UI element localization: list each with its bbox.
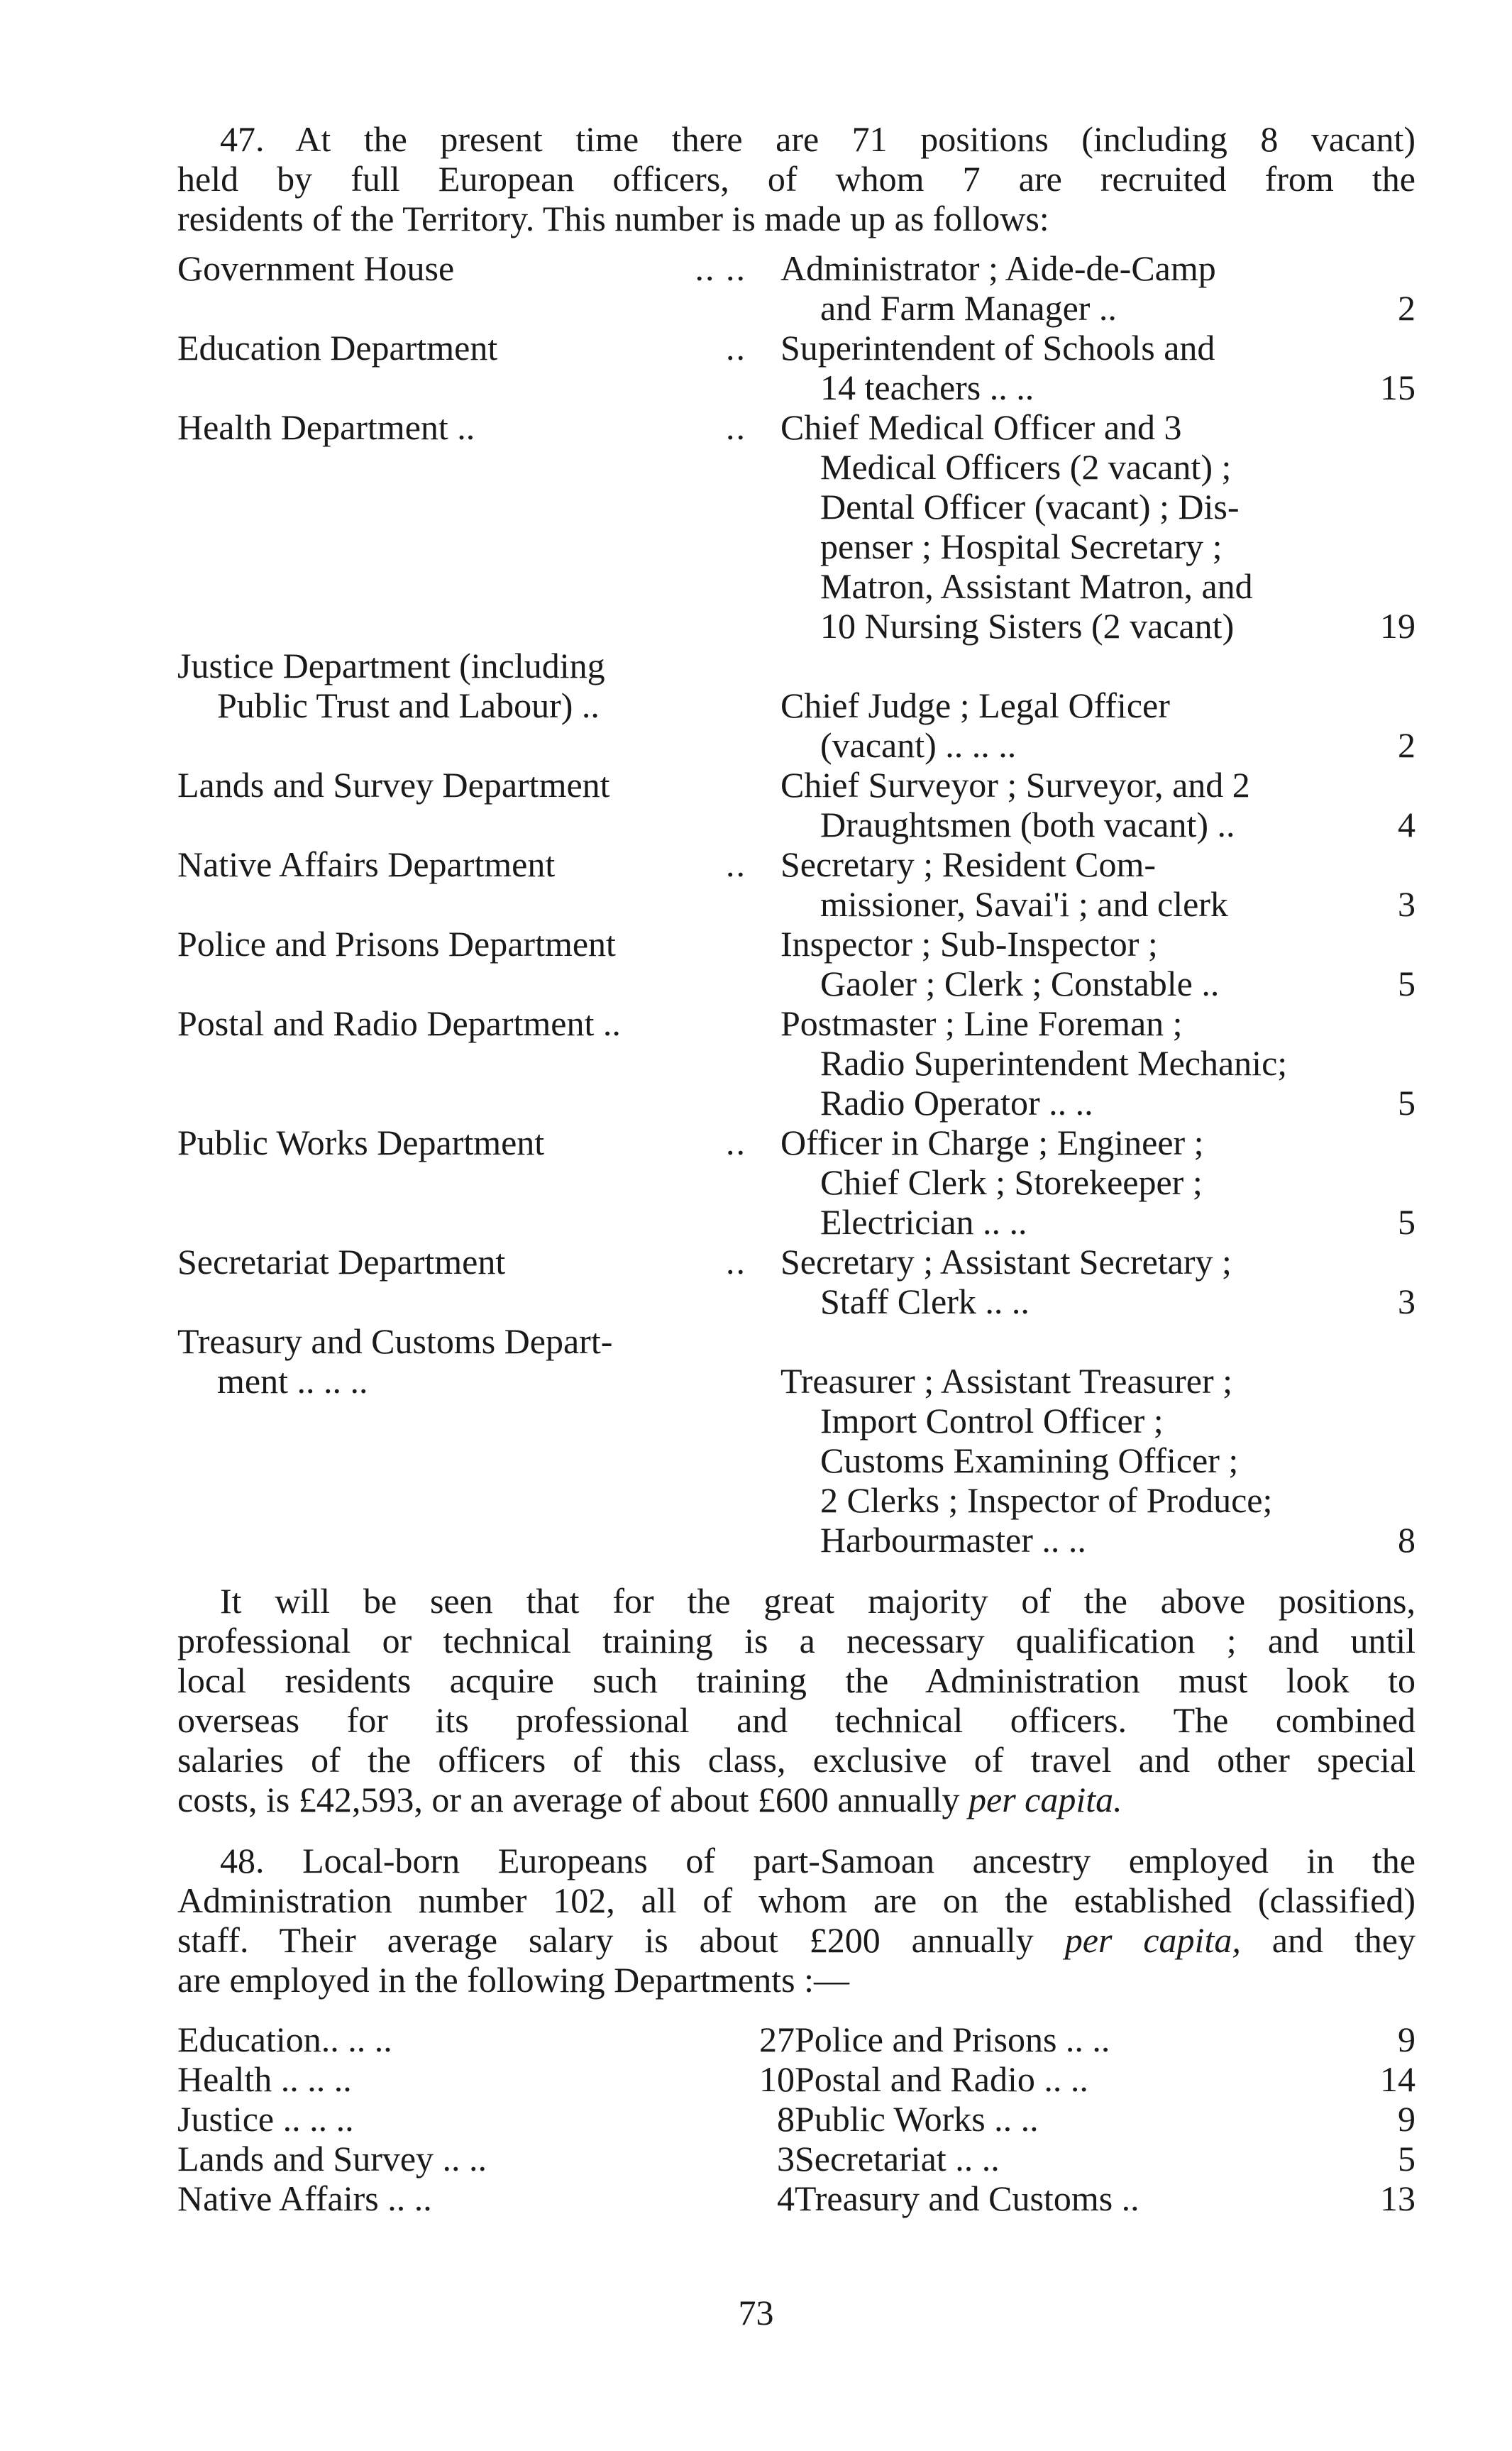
position-line: Customs Examining Officer ; [820,1441,1239,1480]
positions-list [780,844,1341,924]
position-line: missioner, Savai'i ; and clerk [820,884,1228,924]
department-label-continued: Public Trust and Labour) .. [217,685,600,725]
position-count: 19 [1380,606,1416,646]
position-line: 10 Nursing Sisters (2 vacant) [820,606,1235,646]
position-count: 8 [1398,1520,1416,1560]
department-name [177,765,780,844]
italic-text: per capita. [969,1780,1122,1819]
staff-row [177,328,1416,407]
leader-dots: .. [726,328,746,368]
paragraph-line: 48. Local-born Europeans of part-Samoan ancestry employed in the [220,1841,1416,1880]
staff-row [177,765,1416,844]
department-label: Postal and Radio .. .. [795,2059,1088,2099]
staff-row [177,407,1416,646]
distribution-left-column [177,2020,795,2218]
department-name [177,328,780,407]
department-label: Education Department [177,328,498,368]
department-label: Secretariat .. .. [795,2139,1000,2179]
position-count: 5 [1398,1202,1416,1242]
distribution-item [795,2020,1416,2059]
position-line: Import Control Officer ; [820,1401,1164,1441]
department-name [177,844,780,924]
text-run: costs, is £42,593, or an average of about £600 annually [177,1780,969,1819]
position-line: Inspector ; Sub-Inspector ; [780,924,1158,964]
staff-table [177,248,1416,1560]
positions-list [780,1123,1341,1242]
positions-list [780,1242,1341,1321]
staff-row [177,1242,1416,1321]
position-count: 2 [1398,288,1416,328]
employee-count: 14 [1380,2059,1416,2099]
department-label: Secretariat Department [177,1242,506,1282]
position-line: Treasurer ; Assistant Treasurer ; [780,1361,1233,1401]
employee-count: 10 [759,2059,795,2099]
position-count: 5 [1398,964,1416,1003]
positions-list [780,328,1341,407]
position-line: penser ; Hospital Secretary ; [820,527,1223,566]
position-line: Postmaster ; Line Foreman ; [780,1003,1183,1043]
department-distribution [177,2020,1416,2218]
distribution-item [177,2179,795,2218]
paragraph-line [177,1780,1416,1819]
leader-dots: .. [726,1242,746,1282]
department-label: Lands and Survey Department [177,765,610,805]
position-line: Staff Clerk .. .. [820,1282,1030,1321]
distribution-item [177,2139,795,2179]
position-count: 3 [1398,884,1416,924]
text-run: staff. Their average salary is about £200 annually [177,1920,1065,1960]
employee-count: 9 [1398,2020,1416,2059]
distribution-item [795,2139,1416,2179]
page-number: 73 [738,2293,774,2332]
positions-list [780,1321,1341,1560]
position-line: Medical Officers (2 vacant) ; [820,447,1232,487]
department-label: Native Affairs .. .. [177,2179,432,2218]
department-label: Police and Prisons .. .. [795,2020,1110,2059]
department-label: Justice Department (including [177,646,605,685]
paragraph-line: are employed in the following Departments :— [177,1960,849,2000]
paragraph-line: salaries of the officers of this class, exclusive of travel and other special [177,1740,1416,1780]
distribution-right-column [795,2020,1416,2218]
paragraph-line: overseas for its professional and technical officers. The combined [177,1700,1416,1740]
department-label: Health Department .. [177,407,475,447]
position-line: Administrator ; Aide-de-Camp [780,248,1216,288]
position-line: Matron, Assistant Matron, and [820,566,1253,606]
employee-count: 3 [777,2139,795,2179]
position-line: Officer in Charge ; Engineer ; [780,1123,1204,1162]
position-count: 5 [1398,1083,1416,1123]
text-run: and they [1240,1920,1416,1960]
leader-dots: .. .. [695,248,746,288]
department-label: Public Works .. .. [795,2099,1039,2139]
distribution-item [795,2099,1416,2139]
department-name [177,1003,780,1123]
staff-row [177,1123,1416,1242]
page-body [177,119,1416,2218]
department-name [177,1321,780,1560]
employee-count: 13 [1380,2179,1416,2218]
position-line: and Farm Manager .. [820,288,1117,328]
position-line: Radio Superintendent Mechanic; [820,1043,1288,1083]
positions-list [780,1003,1341,1123]
staff-row [177,844,1416,924]
department-label: Education.. .. .. [177,2020,392,2059]
positions-list [780,407,1341,646]
position-count: 3 [1398,1282,1416,1321]
positions-list [780,924,1341,1003]
department-label-continued: ment .. .. .. [217,1361,368,1401]
leader-dots: .. [726,844,746,884]
distribution-item [177,2099,795,2139]
paragraph-47 [177,119,1416,238]
department-label: Treasury and Customs .. [795,2179,1139,2218]
position-line: Superintendent of Schools and [780,328,1215,368]
paragraph-line: residents of the Territory. This number is made up as follows: [177,199,1049,238]
department-label: Police and Prisons Department [177,924,616,964]
paragraph-line: Administration number 102, all of whom are on the established (classified) [177,1880,1416,1920]
positions-list [780,248,1341,328]
department-name [177,407,780,646]
distribution-item [177,2059,795,2099]
position-line: Dental Officer (vacant) ; Dis- [820,487,1240,527]
distribution-item [795,2059,1416,2099]
position-line: 14 teachers .. .. [820,368,1034,407]
position-line: Secretary ; Assistant Secretary ; [780,1242,1232,1282]
department-name [177,1123,780,1242]
leader-dots: .. [726,1123,746,1162]
leader-dots: .. [726,407,746,447]
position-line: 2 Clerks ; Inspector of Produce; [820,1480,1273,1520]
position-count: 2 [1398,725,1416,765]
department-label: Lands and Survey .. .. [177,2139,487,2179]
position-count: 15 [1380,368,1416,407]
employee-count: 9 [1398,2099,1416,2139]
position-line: Chief Medical Officer and 3 [780,407,1182,447]
positions-list [780,646,1341,765]
position-line: Harbourmaster .. .. [820,1520,1086,1560]
position-line: Draughtsmen (both vacant) .. [820,805,1235,844]
paragraph-line: local residents acquire such training the Administration must look to [177,1660,1416,1700]
department-label: Public Works Department [177,1123,545,1162]
italic-text: per capita, [1064,1920,1241,1960]
department-name [177,924,780,1003]
position-line: Chief Clerk ; Storekeeper ; [820,1162,1203,1202]
paragraph-line: held by full European officers, of whom 7 are recruited from the [177,159,1416,199]
paragraph-48 [177,1841,1416,2000]
department-label: Treasury and Customs Depart- [177,1321,613,1361]
position-line: Electrician .. .. [820,1202,1027,1242]
staff-row [177,1003,1416,1123]
staff-row [177,248,1416,328]
staff-row [177,924,1416,1003]
employee-count: 4 [777,2179,795,2218]
department-name [177,1242,780,1321]
department-label: Justice .. .. .. [177,2099,354,2139]
paragraph-seen [177,1581,1416,1819]
department-label: Government House [177,248,455,288]
paragraph-line: It will be seen that for the great majority of the above positions, [220,1581,1416,1621]
department-label: Native Affairs Department [177,844,556,884]
position-line: Chief Surveyor ; Surveyor, and 2 [780,765,1250,805]
position-line: Gaoler ; Clerk ; Constable .. [820,964,1220,1003]
position-line: (vacant) .. .. .. [820,725,1017,765]
distribution-item [177,2020,795,2059]
staff-row [177,646,1416,765]
distribution-item [795,2179,1416,2218]
position-line: Radio Operator .. .. [820,1083,1093,1123]
paragraph-line [177,1920,1416,1960]
employee-count: 5 [1398,2139,1416,2179]
employee-count: 8 [777,2099,795,2139]
department-name [177,646,780,765]
paragraph-line: 47. At the present time there are 71 positions (including 8 vacant) [220,119,1416,159]
department-name [177,248,780,328]
position-line: Secretary ; Resident Com- [780,844,1157,884]
department-label: Health .. .. .. [177,2059,352,2099]
position-line: Chief Judge ; Legal Officer [780,685,1170,725]
position-count: 4 [1398,805,1416,844]
positions-list [780,765,1341,844]
employee-count: 27 [759,2020,795,2059]
staff-row [177,1321,1416,1560]
paragraph-line: professional or technical training is a necessary qualification ; and until [177,1621,1416,1660]
department-label: Postal and Radio Department .. [177,1003,621,1043]
